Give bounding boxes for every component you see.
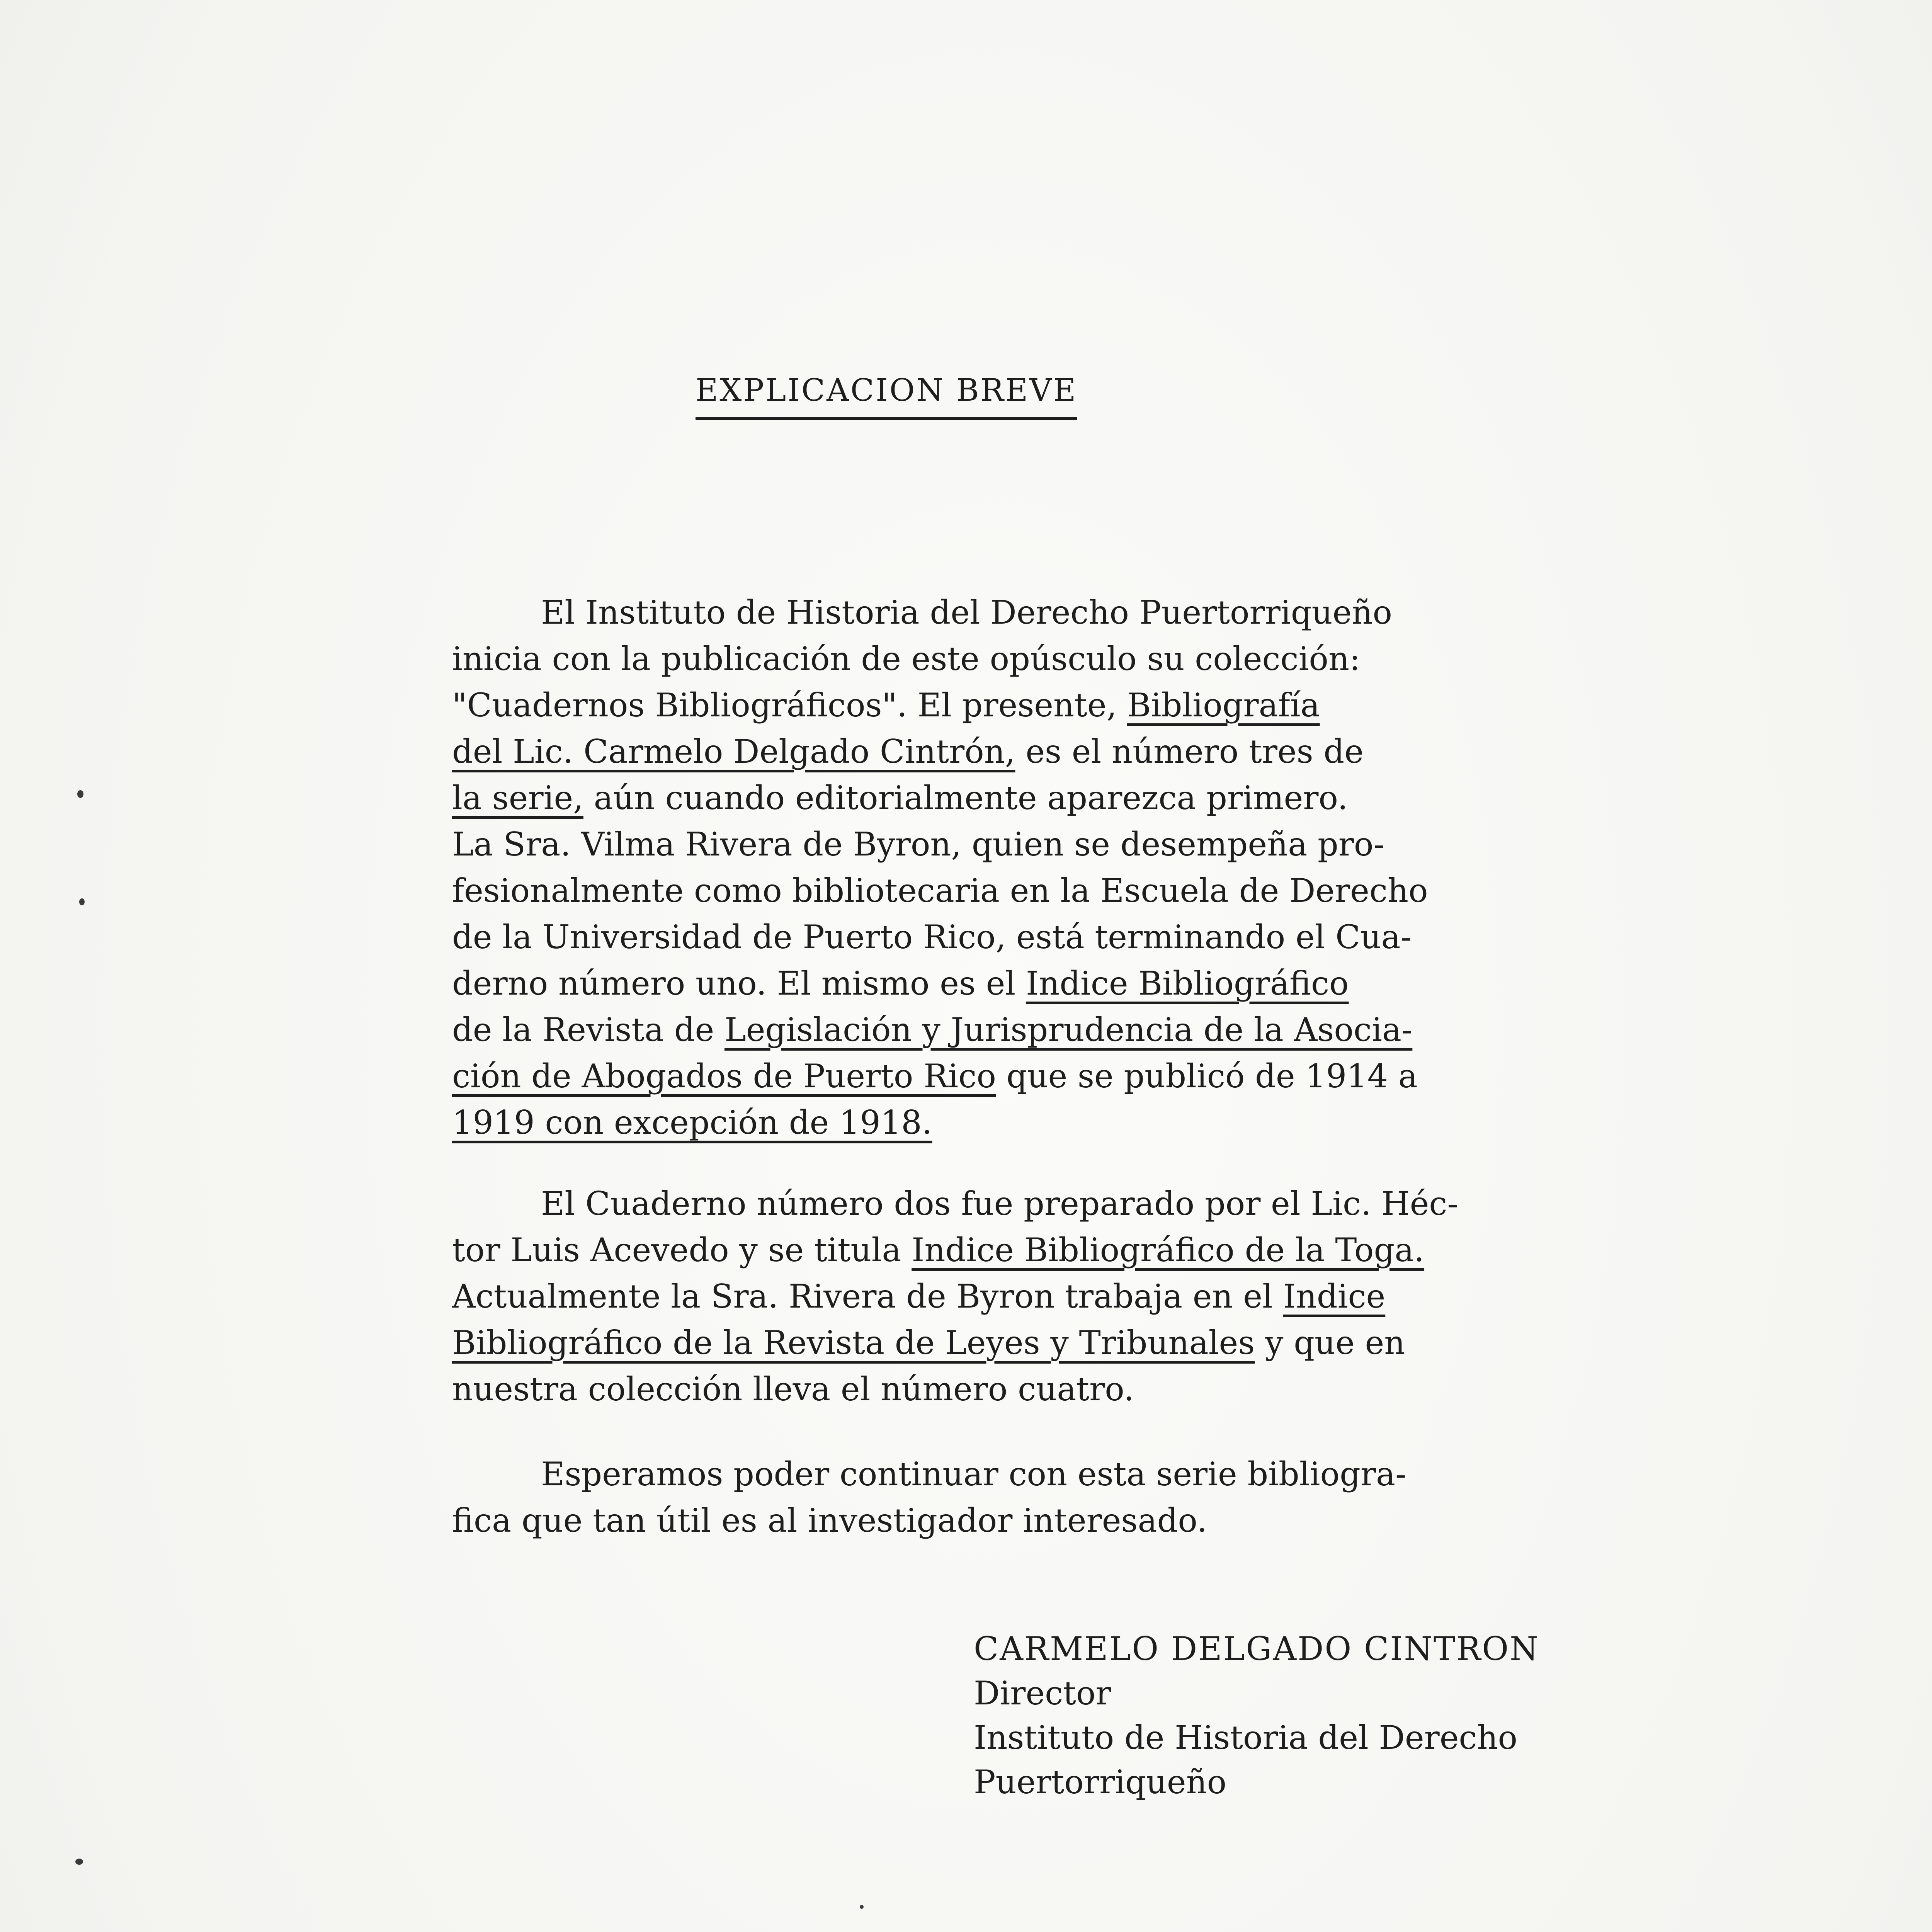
underlined-title: ción de Abogados de Puerto Rico bbox=[452, 1057, 996, 1095]
text-line bbox=[452, 682, 1662, 728]
paragraph-intro bbox=[452, 589, 1662, 1146]
signatory-organization: Puertorriqueño bbox=[974, 1763, 1227, 1801]
text-line bbox=[452, 775, 1662, 821]
underlined-title: 1919 con excepción de 1918. bbox=[452, 1104, 932, 1141]
signatory-organization: Instituto de Historia del Derecho bbox=[974, 1719, 1518, 1757]
text-line: nuestra colección lleva el número cuatro. bbox=[452, 1370, 1134, 1408]
text-fragment: "Cuadernos Bibliográficos". El presente, bbox=[452, 686, 1127, 724]
underlined-title: Bibliográfico de la Revista de Leyes y Tribunales bbox=[452, 1324, 1255, 1362]
text-line: Esperamos poder continuar con esta serie bibliogra- bbox=[541, 1455, 1406, 1493]
underlined-title: Indice Bibliográfico de la Toga. bbox=[912, 1231, 1425, 1269]
signatory-role: Director bbox=[974, 1674, 1111, 1712]
text-line bbox=[452, 1227, 1662, 1273]
text-line bbox=[452, 960, 1662, 1007]
scan-speck bbox=[860, 1905, 864, 1909]
text-line: fesionalmente como bibliotecaria en la Escuela de Derecho bbox=[452, 872, 1428, 910]
text-line: de la Universidad de Puerto Rico, está terminando el Cua- bbox=[452, 918, 1412, 956]
text-fragment: aún cuando editorialmente aparezca primero. bbox=[583, 779, 1348, 817]
scan-speck bbox=[75, 1859, 83, 1865]
underlined-title: Bibliografía bbox=[1127, 686, 1320, 724]
text-fragment: es el número tres de bbox=[1015, 733, 1364, 770]
text-line bbox=[452, 1053, 1662, 1099]
text-line: El Cuaderno número dos fue preparado por el Lic. Héc- bbox=[541, 1185, 1458, 1223]
text-fragment: Actualmente la Sra. Rivera de Byron trabaja en el bbox=[452, 1277, 1283, 1315]
underlined-title: Indice bbox=[1283, 1277, 1386, 1315]
scan-speck bbox=[79, 898, 85, 905]
text-line bbox=[452, 1320, 1662, 1366]
text-fragment: que se publicó de 1914 a bbox=[996, 1057, 1418, 1095]
text-fragment: de la Revista de bbox=[452, 1011, 724, 1049]
underlined-title: Indice Bibliográfico bbox=[1026, 964, 1349, 1002]
text-line: fica que tan útil es al investigador interesado. bbox=[452, 1502, 1208, 1539]
text-line: La Sra. Vilma Rivera de Byron, quien se desempeña pro- bbox=[452, 825, 1384, 863]
text-line bbox=[452, 1099, 1662, 1146]
page-title: EXPLICACION BREVE bbox=[696, 369, 1077, 420]
text-fragment: derno número uno. El mismo es el bbox=[452, 964, 1026, 1002]
text-fragment: y que en bbox=[1255, 1324, 1405, 1362]
underlined-title: del Lic. Carmelo Delgado Cintrón, bbox=[452, 733, 1015, 770]
text-line bbox=[452, 1007, 1662, 1053]
signature-block bbox=[974, 1627, 1539, 1804]
underlined-title: Legislación y Jurisprudencia de la Asocia- bbox=[724, 1011, 1413, 1049]
paragraph-cuaderno-dos bbox=[452, 1180, 1662, 1412]
text-line bbox=[452, 1273, 1662, 1320]
text-fragment: tor Luis Acevedo y se titula bbox=[452, 1231, 912, 1269]
underlined-title: la serie, bbox=[452, 779, 583, 817]
text-line: El Instituto de Historia del Derecho Puertorriqueño bbox=[541, 594, 1392, 631]
paragraph-esperamos bbox=[452, 1451, 1662, 1544]
signatory-name: CARMELO DELGADO CINTRON bbox=[974, 1630, 1539, 1668]
scan-speck bbox=[77, 790, 83, 798]
text-line bbox=[452, 728, 1662, 775]
text-line: inicia con la publicación de este opúsculo su colección: bbox=[452, 640, 1361, 678]
